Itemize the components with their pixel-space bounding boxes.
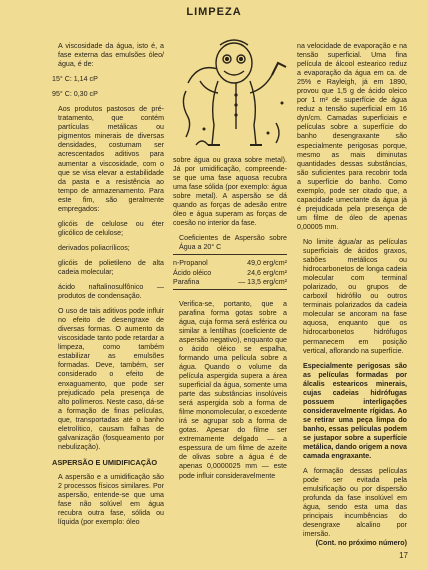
continuation-note: (Cont. no próximo número) [315, 539, 407, 548]
table-title: Coeficientes de Aspersão sobre Água a 20° C [179, 234, 287, 252]
paragraph: na velocidade de evaporação e na tensão superficial. Uma fina película de álcool estearico reduz a evaporação da água em ca. de 25% e Rayleigh, já em 1890, provou que 1,5 g de ácido oleico por 1 m² de superfície de água reduz a tensão superficial em 16 dyn/cm. Camadas superficiais e películas sobre a superfície do banho desengraxante são especialmente perigosas porque, mesmo as mais diminutas quantidades dessas substâncias, são suficientes para recobrir toda a superfície do banho. Como exemplo, pode ser citado que, a capacidade umectante da água já é prejudicada pela presença de um filme de óleo de apenas 0,00005 mm. [297, 42, 407, 231]
cartoon-figure-illustration [178, 33, 292, 151]
paragraph: O uso de tais aditivos pode influir no efeito de desengraxe de diversas formas. O aumento da viscosidade tanto pode retardar a limpeza, como também estabilizar as emulsões formadas. Deve, também, ser considerado o efeito de enxaguamento, que pode ser prejudicado pela presença de alto polímeros. Neste caso, dá-se a formação de finas películas, que, transportadas até o banho eletrolítico, causam falhas de galvanização (fosqueamento por nebulização). [58, 307, 164, 451]
table-rule-top [173, 254, 287, 255]
section-heading: ASPERSÃO E UMIDIFICAÇÃO [52, 457, 158, 467]
list-item: ácido naftalinosulfônico — produtos de condensação. [58, 283, 164, 301]
paragraph: sobre água ou graxa sobre metal). Já por umidificação, compreende-se que uma fase aquosa recubra uma fase sólida (por exemplo: água sobre metal). A aspersão se dá quando as forças de adesão entre óleo e água superam as forças de coesão no interior da fase. [173, 156, 287, 228]
coefficient-value: — 13,5 erg/cm² [238, 277, 287, 286]
coefficient-value: 24,6 erg/cm² [247, 268, 287, 277]
substance-name: n-Propanol [173, 259, 208, 268]
column-1 [52, 42, 164, 552]
paragraph: Aos produtos pastosos de pré-tratamento, que contém partículas metálicas ou pigmentos minerais de diversas densidades, costumam ser acrescentados aditivos para aumentar a viscosidade, com o que se visa elevar a estabilidade da pasta e a resistência ao tempo de armazenamento. Para este fim, são geralmente empregados: [58, 105, 164, 213]
table-row [173, 269, 287, 278]
viscosity-95c: 95° C: 0,30 cP [52, 90, 98, 99]
column-3 [297, 42, 407, 552]
list-item: glicóis de celulose ou éter glicólico de celulose; [58, 219, 164, 237]
page-number: 17 [399, 551, 408, 560]
paragraph: Verifica-se, portanto, que a parafina forma gotas sobre a água, cuja forma será esférica ou similar a lentilhas (coeficiente de aspersão negativo), enquanto que o ácido oléico se espalha, formando uma película sobre a água. Quando o volume da película aspergida supera a área superficial da água, somente uma parte das substâncias insolúveis será aspergida sob a forma de filme monomolecular, o excedente irá se agrupar sob a forma de gotas. Apesar do filme ser extremamente delgado — a espessura de um filme de azeite de olivas sobre a água é de apenas 0,0000025 mm — este pode influir consideravelmente [179, 299, 287, 480]
column-2 [173, 156, 287, 536]
viscosity-15c: 15° C: 1,14 cP [52, 75, 98, 84]
paragraph: No limite água/ar as películas superficiais de ácidos graxos, sabões metálicos ou hidrocarbonetos de longa cadeia molecular com terminal polarizado, ou grupos de carboxil hidrófilo ou outros terminais polarizados da cadeia molecular se ancoram na fase aquosa, enquanto que os hidrocarbonetos hidrófugos permanecem em posição vertical, aflorando na superfície. [303, 237, 407, 355]
list-item: derivados poliacrílicos; [58, 243, 130, 252]
coefficient-value: 49,0 erg/cm² [247, 259, 287, 268]
page-title: LIMPEZA [186, 6, 242, 18]
paragraph: A formação dessas películas pode ser evitada pela emulsificação ou por dispersão profunda da fase insolúvel em água, sendo esta uma das principais incumbências do desengraxe alcalino por imersão. [303, 467, 407, 539]
paragraph: A aspersão e a umidificação são 2 processos físicos similares. Por aspersão, entende-se que uma fase não solúvel em água recubra outra fase, sólida ou líquida (por exemplo: óleo [58, 472, 164, 527]
substance-name: Parafina [173, 277, 200, 286]
paragraph: A viscosidade da água, isto é, a fase externa das emulsões óleo/água, é de: [58, 42, 164, 69]
list-item: glicóis de polietileno de alta cadeia molecular; [58, 258, 164, 276]
substance-name: Ácido oléico [173, 268, 212, 277]
table-rule-bottom [173, 289, 287, 290]
table-row [173, 259, 287, 268]
paragraph: Especialmente perigosas são as películas formadas por álcalis estearicos minerais, cujas cadeias hidrófugas possuem interligações consideravelmente rígidas. Ao se retirar uma peça limpa do banho, essas películas podem se justapor sobre a superfície metálica, dando origem a nova camada engraxante. [303, 361, 407, 461]
table-row [173, 278, 287, 287]
